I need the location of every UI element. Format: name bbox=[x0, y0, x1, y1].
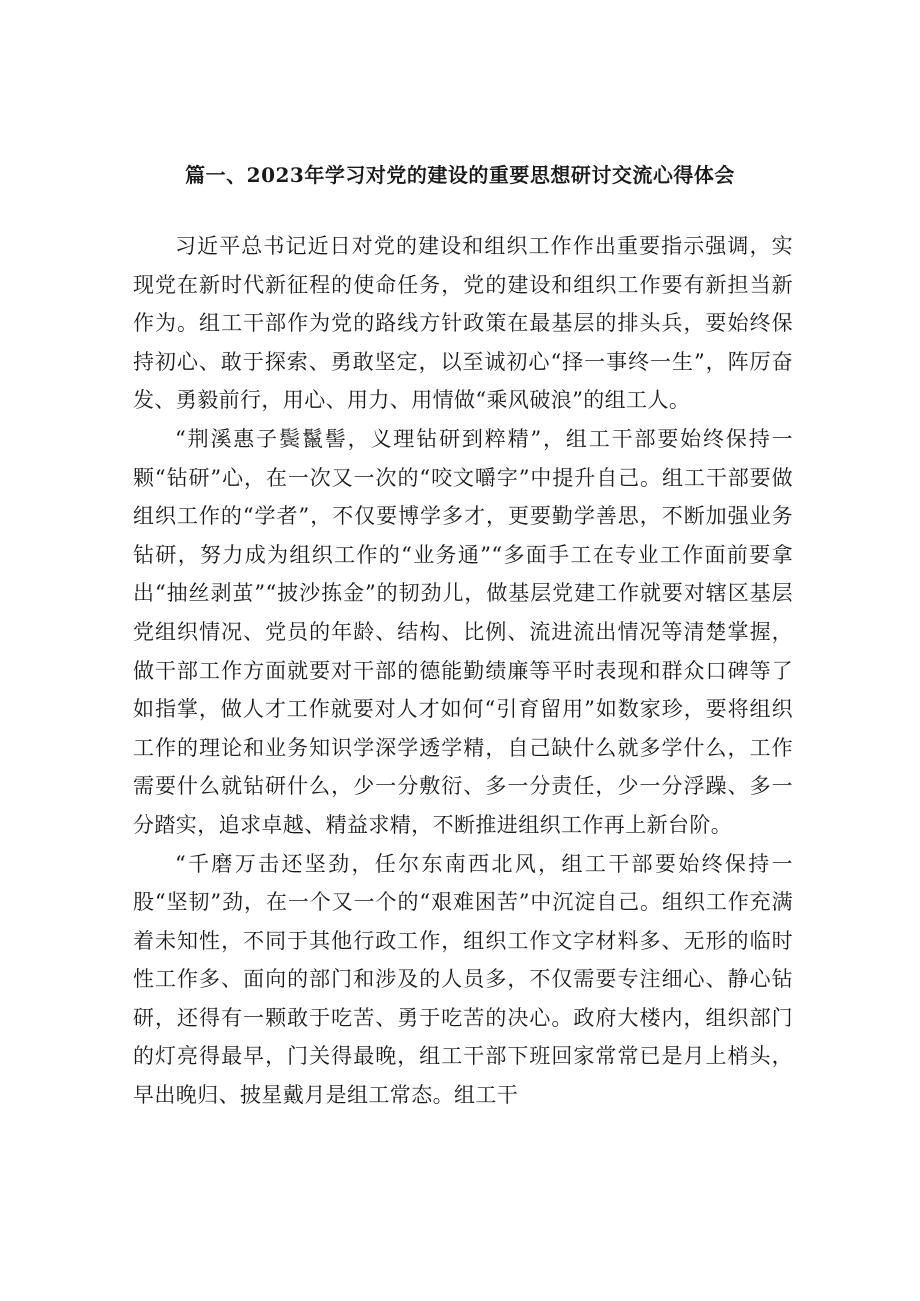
paragraph-3: “千磨万击还坚劲，任尔东南西北风，组工干部要始终保持一股“坚韧”劲，在一个又一个的“艰难困苦”中沉淀自己。组织工作充满着未知性，不同于其他行政工作，组织工作文字材料多、无形的临时性工作多、面向的部门和涉及的人员多，不仅需要专注细心、静心钻研，还得有一颗敢于吃苦、勇于吃苦的决心。政府大楼内，组织部门的灯亮得最早，门关得最晚，组工干部下班回家常常已是月上梢头，早出晚归、披星戴月是组工常态。组工干 bbox=[133, 851, 793, 1108]
document-title: 篇一、2023年学习对党的建设的重要思想研讨交流心得体会 bbox=[185, 163, 735, 187]
paragraph-1: 习近平总书记近日对党的建设和组织工作作出重要指示强调，实现党在新时代新征程的使命任务，党的建设和组织工作要有新担当新作为。组工干部作为党的路线方针政策在最基层的排头兵，要始终保持初心、敢于探索、勇敢坚定，以至诚初心“择一事终一生”，阵厉奋发、勇毅前行，用心、用力、用情做“乘风破浪”的组工人。 bbox=[133, 234, 793, 413]
paragraph-2: “荆溪惠子鬓鬣髻，义理钻研到粹精”，组工干部要始终保持一颗“钻研”心，在一次又一次的“咬文嚼字”中提升自己。组工干部要做组织工作的“学者”，不仅要博学多才，更要勤学善思，不断加强业务钻研，努力成为组织工作的“业务通”“多面手工在专业工作面前要拿出“抽丝剥茧”“披沙拣金”的韧劲儿，做基层党建工作就要对辖区基层党组织情况、党员的年龄、结构、比例、流进流出情况等清楚掌握，做干部工作方面就要对干部的德能勤绩廉等平时表现和群众口碑等了如指掌，做人才工作就要对人才如何“引育留用”如数家珍，要将组织工作的理论和业务知识学深学透学精，自己缺什么就多学什么，工作需要什么就钻研什么，少一分敷衍、多一分责任，少一分浮躁、多一分踏实，追求卓越、精益求精，不断推进组织工作再上新台阶。 bbox=[133, 426, 793, 837]
document-body bbox=[133, 227, 793, 1115]
